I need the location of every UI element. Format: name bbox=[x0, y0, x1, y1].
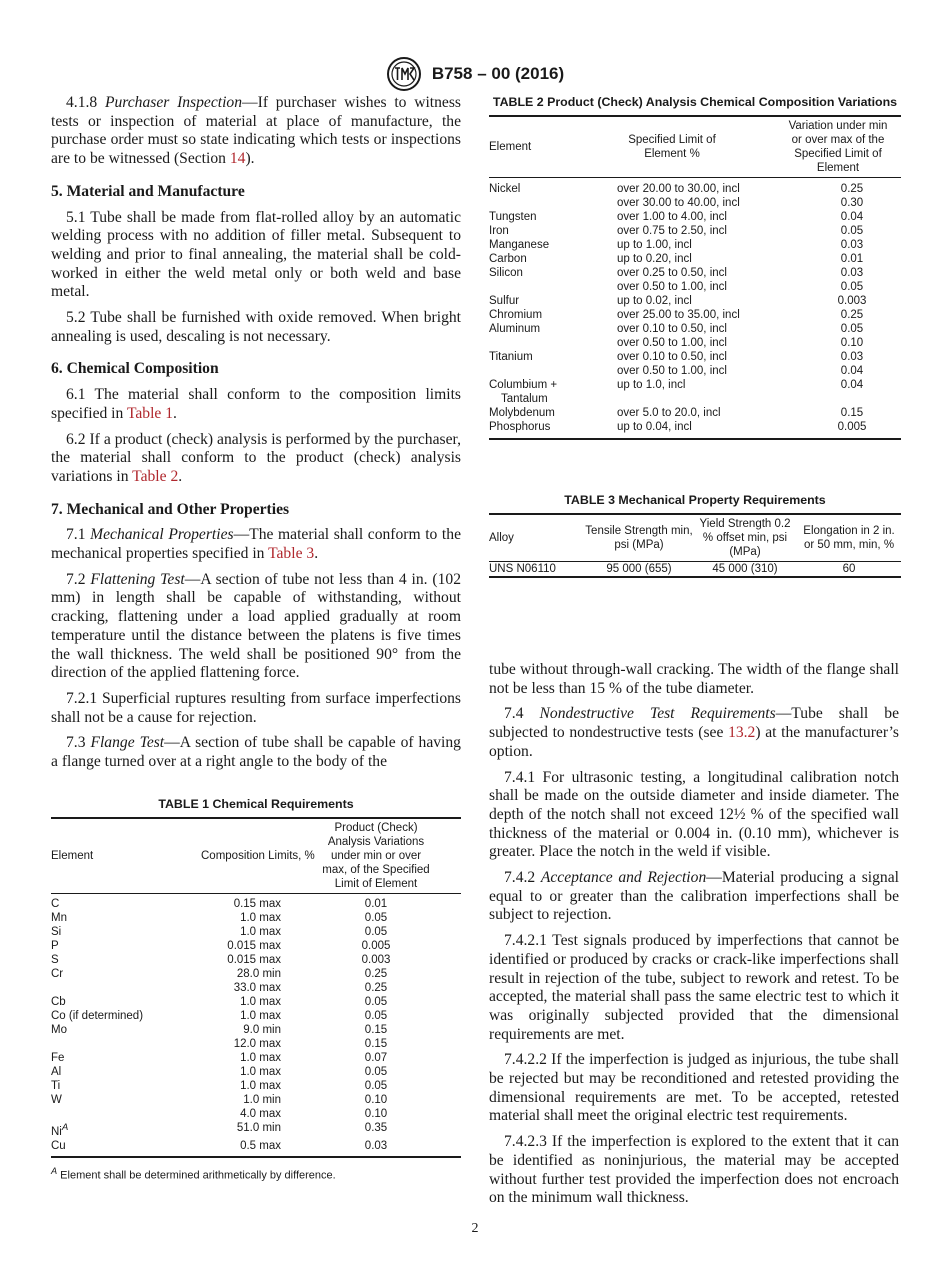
table-cell: Titanium bbox=[489, 351, 533, 363]
table-cell: over 0.10 to 0.50, incl bbox=[617, 323, 727, 335]
table-cell: 0.003 bbox=[837, 295, 867, 307]
table-cell: 4.0 max bbox=[240, 1108, 281, 1120]
paragraph-5-2: 5.2 Tube shall be furnished with oxide removed. When bright annealing is used, descaling is not necessary. bbox=[51, 309, 461, 345]
table-row bbox=[51, 967, 461, 981]
table-cell: 1.0 min bbox=[243, 1094, 281, 1106]
table-row bbox=[51, 981, 461, 995]
table-2-body bbox=[489, 182, 901, 434]
table-row bbox=[51, 1107, 461, 1121]
table-cell: 0.01 bbox=[364, 898, 388, 910]
table-cell: 0.07 bbox=[364, 1052, 388, 1064]
table-3 bbox=[489, 493, 901, 578]
table-cell: Phosphorus bbox=[489, 421, 551, 433]
table-cell: C bbox=[51, 898, 60, 910]
table-cell: over 0.10 to 0.50, incl bbox=[617, 351, 727, 363]
table-cell: over 30.00 to 40.00, incl bbox=[617, 197, 740, 209]
table-header bbox=[51, 819, 461, 893]
table-cell: 0.03 bbox=[840, 351, 864, 363]
table-cell: 60 bbox=[842, 563, 856, 575]
table-row bbox=[489, 210, 901, 224]
table-cell: over 0.50 to 1.00, incl bbox=[617, 337, 727, 349]
table-cell: Si bbox=[51, 926, 62, 938]
table-cell: 9.0 min bbox=[243, 1024, 281, 1036]
table-row bbox=[51, 1009, 461, 1023]
table-row bbox=[51, 911, 461, 925]
table-row bbox=[51, 1051, 461, 1065]
paragraph-6-2: 6.2 If a product (check) analysis is performed by the purchaser, the material shall conform to the product (check) analysis variations in Table 2. bbox=[51, 430, 461, 485]
table-cell: up to 0.04, incl bbox=[617, 421, 692, 433]
table-cell bbox=[51, 1037, 201, 1051]
table-cell: 0.25 bbox=[364, 968, 388, 980]
table-1 bbox=[51, 797, 461, 1182]
document-designation: B758 – 00 (2016) bbox=[431, 64, 565, 83]
table-cell: over 20.00 to 30.00, incl bbox=[617, 183, 740, 195]
table-1-caption: TABLE 1 Chemical Requirements bbox=[158, 797, 354, 811]
table-cell: up to 0.02, incl bbox=[617, 295, 692, 307]
table-cell: 1.0 max bbox=[240, 926, 281, 938]
table-cell: 0.04 bbox=[840, 365, 864, 377]
table-cell: up to 1.0, incl bbox=[617, 379, 686, 391]
table-1-body bbox=[51, 897, 461, 1153]
table-row bbox=[51, 1065, 461, 1079]
table-cell: S bbox=[51, 954, 59, 966]
table-1-link[interactable]: Table 1 bbox=[126, 404, 174, 422]
table-cell: Cr bbox=[51, 968, 64, 980]
table-cell: W bbox=[51, 1094, 62, 1106]
table-cell: Manganese bbox=[489, 239, 550, 251]
header-cell: Element bbox=[489, 141, 532, 153]
table-cell: Silicon bbox=[489, 267, 523, 279]
paragraph-5-1: 5.1 Tube shall be made from flat-rolled alloy by an automatic welding process with no addition of filler metal. Subsequent to welding and prior to final annealing, the material shall be cold-worked in either the weld metal only or both weld and base metal. bbox=[51, 208, 461, 301]
header-cell: Product (Check) Analysis Variations under min or over max, of the Specified Limit of Element bbox=[322, 822, 430, 890]
table-row bbox=[489, 336, 901, 350]
table-cell: 1.0 max bbox=[240, 1080, 281, 1092]
table-cell: Sulfur bbox=[489, 295, 520, 307]
table-cell bbox=[489, 336, 617, 350]
table-cell: 28.0 min bbox=[236, 968, 281, 980]
table-cell: 1.0 max bbox=[240, 1052, 281, 1064]
table-row bbox=[489, 378, 901, 406]
table-1-footnote: $^A$ Element shall be determined arithmetically by difference. bbox=[51, 1165, 336, 1182]
table-cell: over 0.75 to 2.50, incl bbox=[617, 225, 727, 237]
table-cell: Carbon bbox=[489, 253, 527, 265]
left-column bbox=[51, 94, 461, 779]
table-cell: 0.005 bbox=[361, 940, 391, 952]
table-cell: UNS N06110 bbox=[489, 563, 556, 575]
table-cell: Nickel bbox=[489, 183, 521, 195]
paragraph-4-1-8: 4.1.8 Purchaser Inspection—If purchaser wishes to witness tests or inspection of material at place of manufacture, the purchase order must so state indicating which tests or inspections are to be witnessed (Section 14). bbox=[51, 94, 461, 168]
table-cell: Chromium bbox=[489, 309, 543, 321]
table-3-body bbox=[489, 562, 901, 576]
table-cell: Cb bbox=[51, 996, 66, 1008]
table-cell: 0.35 bbox=[364, 1122, 388, 1134]
paragraph-7-3-continued: tube without through-wall cracking. The width of the flange shall not be less than 15 % of the tube diameter. bbox=[489, 661, 899, 697]
paragraph-7-3: 7.3 Flange Test—A section of tube shall be capable of having a flange turned over at a right angle to the body of the bbox=[51, 734, 461, 771]
table-cell: Fe bbox=[51, 1052, 65, 1064]
table-row bbox=[51, 1079, 461, 1093]
paragraph-6-1: 6.1 The material shall conform to the composition limits specified in Table 1. bbox=[51, 386, 461, 422]
table-cell: 0.30 bbox=[840, 197, 864, 209]
table-cell: 33.0 max bbox=[233, 982, 281, 994]
table-cell: 0.05 bbox=[364, 1010, 388, 1022]
header-cell: Yield Strength 0.2 % offset min, psi (MPa) bbox=[699, 518, 791, 558]
page-number: 2 bbox=[471, 1221, 479, 1236]
table-row bbox=[489, 406, 901, 420]
paragraph-7-2-1: 7.2.1 Superficial ruptures resulting from surface imperfections shall not be a cause for rejection. bbox=[51, 689, 461, 726]
paragraph-7-4-2-3: 7.4.2.3 If the imperfection is explored to the extent that it can be identified as noninjurious, the material may be accepted without further test provided the imperfection does not encroach on the minimum wall thickness. bbox=[489, 1133, 899, 1207]
table-cell: 0.005 bbox=[837, 421, 867, 433]
table-row bbox=[489, 364, 901, 378]
section-6-heading: 6. Chemical Composition bbox=[51, 360, 219, 378]
header-cell: Elongation in 2 in. or 50 mm, min, % bbox=[803, 525, 895, 551]
table-row bbox=[489, 182, 901, 196]
table-cell: over 1.00 to 4.00, incl bbox=[617, 211, 727, 223]
paragraph-7-4-2: 7.4.2 Acceptance and Rejection—Material producing a signal equal to or greater than the calibration imperfections shall be subject to rejection. bbox=[489, 869, 899, 924]
table-2 bbox=[489, 95, 901, 440]
table-3-caption: TABLE 3 Mechanical Property Requirements bbox=[564, 493, 826, 507]
table-row bbox=[489, 238, 901, 252]
table-cell: 0.05 bbox=[840, 281, 864, 293]
table-row bbox=[489, 196, 901, 210]
table-cell: 0.05 bbox=[364, 912, 388, 924]
section-7-heading: 7. Mechanical and Other Properties bbox=[51, 500, 290, 518]
table-cell: 0.04 bbox=[840, 211, 864, 223]
table-row bbox=[489, 280, 901, 294]
table-cell: 0.5 max bbox=[240, 1139, 281, 1152]
section-14-link[interactable]: 14 bbox=[229, 150, 246, 168]
table-cell: over 25.00 to 35.00, incl bbox=[617, 309, 740, 321]
table-cell: Co (if determined) bbox=[51, 1010, 144, 1022]
table-header bbox=[489, 117, 901, 177]
table-cell: 0.03 bbox=[364, 1139, 388, 1152]
table-cell: 0.003 bbox=[361, 954, 391, 966]
table-cell: 95 000 (655) bbox=[606, 563, 672, 575]
paragraph-7-4-2-2: 7.4.2.2 If the imperfection is judged as injurious, the tube shall be rejected but may be reconditioned and retested providing the dimensional requirements are met. To be accepted, retested material shall meet the original electric test requirements. bbox=[489, 1051, 899, 1125]
table-cell: over 5.0 to 20.0, incl bbox=[617, 407, 721, 419]
header-cell: Element bbox=[51, 850, 94, 862]
paragraph-7-4: 7.4 Nondestructive Test Requirements—Tube shall be subjected to nondestructive tests (see 13.2) at the manufacturer’s option. bbox=[489, 705, 899, 760]
table-cell: 0.05 bbox=[840, 323, 864, 335]
table-cell: 0.05 bbox=[364, 996, 388, 1008]
table-cell: 0.10 bbox=[364, 1108, 388, 1120]
table-cell: P bbox=[51, 940, 59, 952]
table-header bbox=[489, 515, 901, 561]
header-cell: Tensile Strength min, psi (MPa) bbox=[585, 525, 693, 551]
table-row bbox=[51, 953, 461, 967]
page-header bbox=[0, 56, 950, 92]
section-13-2-link[interactable]: 13.2 bbox=[728, 724, 756, 742]
table-cell: Cu bbox=[51, 1139, 66, 1152]
table-cell: up to 1.00, incl bbox=[617, 239, 692, 251]
table-cell: 0.03 bbox=[840, 239, 864, 251]
table-row bbox=[51, 1023, 461, 1037]
table-cell: Molybdenum bbox=[489, 407, 555, 419]
table-cell: 0.25 bbox=[364, 982, 388, 994]
paragraph-7-4-2-1: 7.4.2.1 Test signals produced by imperfections that cannot be identified or produced by cracks or crack-like imperfections shall result in rejection of the tube, subject to rework and retest. To be accepted, the material shall pass the same electric test to which it was originally subjected provided that the dimensional requirements are met. bbox=[489, 932, 899, 1043]
table-row bbox=[51, 1093, 461, 1107]
table-row bbox=[489, 308, 901, 322]
table-cell: 0.15 bbox=[840, 407, 864, 419]
header-cell: Composition Limits, % bbox=[201, 850, 315, 862]
table-cell: over 0.50 to 1.00, incl bbox=[617, 281, 727, 293]
table-3-link[interactable]: Table 3 bbox=[268, 545, 315, 563]
table-cell: over 0.25 to 0.50, incl bbox=[617, 267, 727, 279]
table-cell bbox=[489, 196, 617, 210]
table-cell: 0.05 bbox=[840, 225, 864, 237]
table-cell: 1.0 max bbox=[240, 996, 281, 1008]
paragraph-7-2: 7.2 Flattening Test—A section of tube not less than 4 in. (102 mm) in length shall be capable of withstanding, without cracking, flattening under a load applied gradually at room temperature until the distance between the platens is five times the wall thickness. The weld shall be positioned 90° from the direction of the applied flattening force. bbox=[51, 570, 461, 682]
table-row bbox=[51, 897, 461, 911]
table-row bbox=[489, 252, 901, 266]
table-cell bbox=[51, 1107, 201, 1121]
table-cell: 51.0 min bbox=[236, 1122, 281, 1134]
table-cell: 0.015 max bbox=[227, 940, 281, 952]
table-cell: 0.25 bbox=[840, 183, 864, 195]
table-cell: 0.15 max bbox=[233, 898, 281, 910]
table-cell bbox=[489, 364, 617, 378]
table-row bbox=[489, 562, 901, 576]
table-cell: 45 000 (310) bbox=[712, 563, 778, 575]
table-cell: $Ni^A$ bbox=[51, 1122, 69, 1138]
table-cell: over 0.50 to 1.00, incl bbox=[617, 365, 727, 377]
header-cell: Specified Limit of Element % bbox=[628, 134, 716, 160]
table-cell: 0.01 bbox=[840, 253, 864, 265]
table-row bbox=[51, 995, 461, 1009]
table-cell: 0.04 bbox=[840, 379, 864, 391]
table-cell: 1.0 max bbox=[240, 1010, 281, 1022]
astm-logo-icon bbox=[386, 56, 422, 92]
header-cell: Alloy bbox=[489, 532, 514, 544]
table-row bbox=[489, 322, 901, 336]
table-cell: 1.0 max bbox=[240, 912, 281, 924]
table-cell: 0.015 max bbox=[227, 954, 281, 966]
table-cell: Mo bbox=[51, 1024, 67, 1036]
table-row bbox=[51, 939, 461, 953]
table-row bbox=[51, 1037, 461, 1051]
section-5-heading: 5. Material and Manufacture bbox=[51, 182, 245, 200]
table-cell bbox=[489, 280, 617, 294]
table-cell: 0.05 bbox=[364, 1066, 388, 1078]
table-row bbox=[489, 266, 901, 280]
table-cell: 0.05 bbox=[364, 926, 388, 938]
header-cell: Variation under min or over max of the Specified Limit of Element bbox=[788, 120, 888, 174]
table-cell: 0.25 bbox=[840, 309, 864, 321]
table-row bbox=[51, 1121, 461, 1139]
table-cell: 0.15 bbox=[364, 1038, 388, 1050]
table-cell: Columbium + Tantalum bbox=[489, 379, 558, 405]
table-cell: Iron bbox=[489, 225, 509, 237]
table-cell: Tungsten bbox=[489, 211, 537, 223]
table-cell: 0.10 bbox=[364, 1094, 388, 1106]
table-row bbox=[489, 420, 901, 434]
table-cell: up to 0.20, incl bbox=[617, 253, 692, 265]
table-row bbox=[51, 1139, 461, 1153]
right-column bbox=[489, 661, 899, 1215]
table-cell: Mn bbox=[51, 912, 67, 924]
table-row bbox=[489, 294, 901, 308]
table-cell: 0.03 bbox=[840, 267, 864, 279]
table-2-link[interactable]: Table 2 bbox=[132, 467, 179, 485]
table-cell: Ti bbox=[51, 1080, 61, 1092]
table-cell: Al bbox=[51, 1066, 62, 1078]
paragraph-7-4-1: 7.4.1 For ultrasonic testing, a longitudinal calibration notch shall be made on the outside diameter and inside diameter. The depth of the notch shall not exceed 12½ % of the specified wall thickness of the material or 0.004 in. (0.10 mm), whichever is greater. Place the notch in the weld if visible. bbox=[489, 768, 899, 861]
table-row bbox=[489, 350, 901, 364]
table-cell: 0.15 bbox=[364, 1024, 388, 1036]
table-row bbox=[51, 925, 461, 939]
table-cell: 1.0 max bbox=[240, 1066, 281, 1078]
table-cell: Aluminum bbox=[489, 323, 541, 335]
table-cell: 12.0 max bbox=[233, 1038, 281, 1050]
table-cell: 0.05 bbox=[364, 1080, 388, 1092]
table-cell bbox=[51, 981, 201, 995]
paragraph-7-1: 7.1 Mechanical Properties—The material shall conform to the mechanical properties specified in Table 3. bbox=[51, 526, 461, 563]
table-cell: 0.10 bbox=[840, 337, 864, 349]
table-row bbox=[489, 224, 901, 238]
table-2-caption: TABLE 2 Product (Check) Analysis Chemical Composition Variations bbox=[492, 95, 898, 109]
